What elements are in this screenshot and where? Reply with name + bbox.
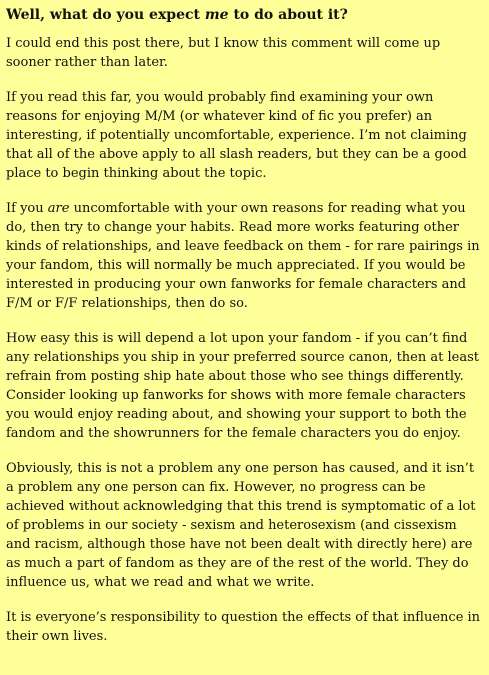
heading-text-start: Well, what do you expect <box>6 7 205 23</box>
paragraph-3 <box>6 199 485 313</box>
paragraph-3-emphasis: are <box>47 201 70 216</box>
paragraph-5: Obviously, this is not a problem any one person has caused, and it isn’t a problem any one person can fix. However, no progress can be achieved without acknowledging that this trend is symptomatic of a lot of problems in our society - sexism and heterosexism (and cissexism and racism, although those have not been dealt with directly here) are as much a part of fandom as they are of the rest of the world. They do influence us, what we read and what we write. <box>6 461 476 590</box>
heading-text-end: to do about it? <box>228 7 348 23</box>
paragraph-3-start: If you <box>6 201 48 216</box>
paragraph-3-end: uncomfortable with your own reasons for reading what you do, then try to change your habits. Read more works featuring other kinds of relationships, and leave feedback on them - for rare pairings in your fandom, this will normally be much appreciated. If you would be interested in producing your own fanworks for female characters and F/M or F/F relationships, then do so. <box>6 201 480 311</box>
heading-emphasis: me <box>204 7 229 23</box>
paragraph-4: How easy this is will depend a lot upon your fandom - if you can’t find any relationships you ship in your preferred source canon, then at least refrain from posting ship hate about those who see things differently. Consider looking up fanworks for shows with more female characters you would enjoy reading about, and showing your support to both the fandom and the showrunners for the female characters you do enjoy. <box>6 331 479 441</box>
paragraph-2: If you read this far, you would probably find examining your own reasons for enjoying M/M (or whatever kind of fic you prefer) an interesting, if potentially uncomfortable, experience. I’m not claiming that all of the above apply to all slash readers, but they can be a good place to begin thinking about the topic. <box>6 90 467 181</box>
paragraph-1: I could end this post there, but I know this comment will come up sooner rather than later. <box>6 36 441 70</box>
section-heading <box>6 6 485 24</box>
paragraph-6: It is everyone’s responsibility to question the effects of that influence in their own lives. <box>6 610 481 644</box>
